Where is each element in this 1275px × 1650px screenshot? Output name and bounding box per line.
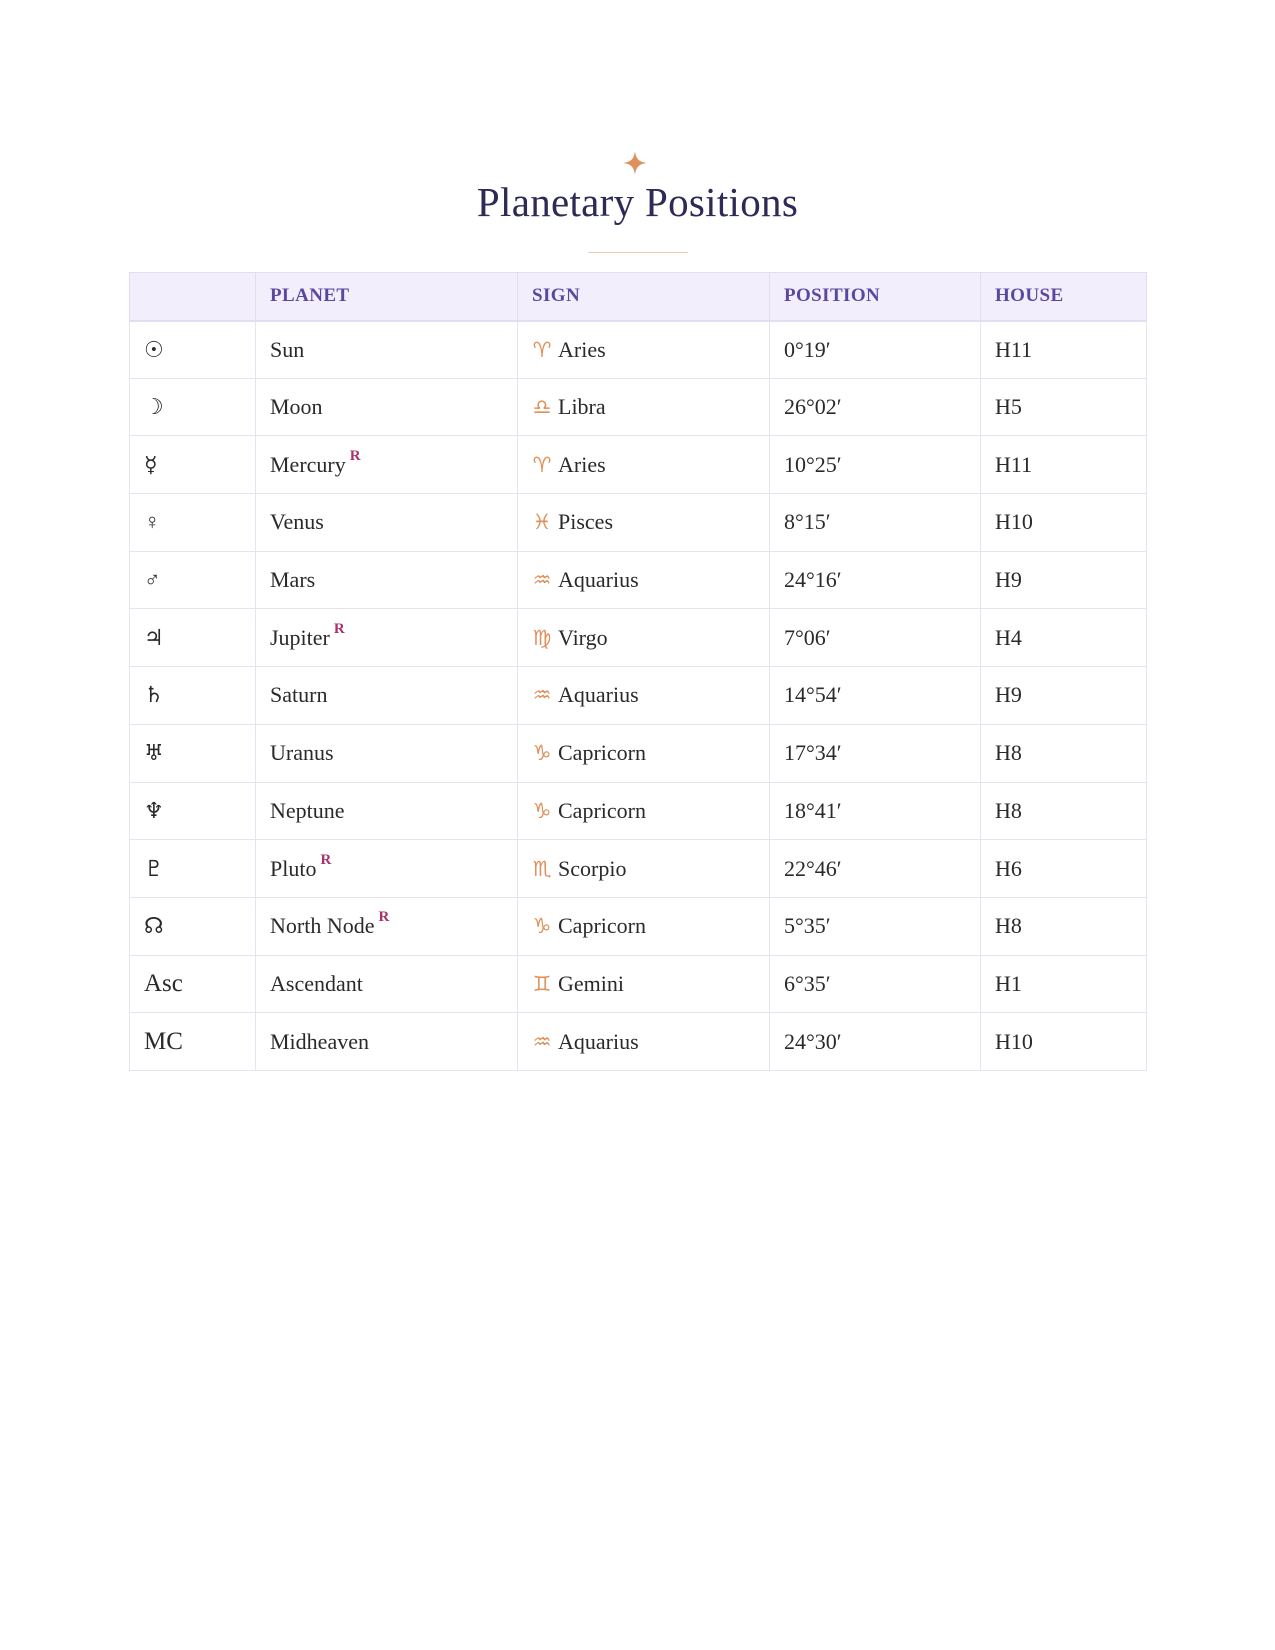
retrograde-badge: R [333,620,345,637]
zodiac-sign-icon: ♍ [532,625,552,650]
planet-cell [256,436,518,494]
planet-name: Uranus [270,740,334,766]
position-cell: 10°25′ [770,436,981,494]
zodiac-sign-icon: ♓ [532,510,552,535]
table-row [130,955,1147,1013]
planet-cell [256,321,518,379]
column-header-position: POSITION [770,273,981,321]
sign-name: Aquarius [558,682,639,708]
position-cell: 22°46′ [770,840,981,898]
ascendant-label: Asc [130,955,256,1013]
table-row [130,1013,1147,1071]
sign-name: Gemini [558,970,624,996]
zodiac-sign-icon: ♏ [532,856,552,881]
planet-cell [256,897,518,955]
table-row [130,724,1147,782]
north-node-icon: ☊ [130,897,256,955]
retrograde-badge: R [349,447,361,464]
table-row [130,782,1147,840]
sign-cell [518,609,770,667]
sign-cell [518,955,770,1013]
house-cell: H8 [981,897,1147,955]
sign-cell [518,494,770,552]
house-cell: H1 [981,955,1147,1013]
mars-icon: ♂ [130,551,256,609]
zodiac-sign-icon: ♑ [532,741,552,766]
column-header-sign: SIGN [518,273,770,321]
house-cell: H10 [981,494,1147,552]
position-cell: 24°30′ [770,1013,981,1071]
planet-cell [256,378,518,436]
position-cell: 17°34′ [770,724,981,782]
planet-cell [256,1013,518,1071]
title-divider [588,252,688,253]
table-row [130,321,1147,379]
zodiac-sign-icon: ♑ [532,798,552,823]
house-cell: H9 [981,551,1147,609]
column-header-house: HOUSE [981,273,1147,321]
zodiac-sign-icon: ♑ [532,914,552,939]
zodiac-sign-icon: ♈ [532,452,552,477]
zodiac-sign-icon: ♒ [532,568,552,593]
column-header-glyph [130,273,256,321]
table-body [130,321,1147,1071]
position-cell: 14°54′ [770,667,981,725]
position-cell: 18°41′ [770,782,981,840]
sign-cell [518,782,770,840]
planet-name: Mercury [270,451,346,477]
zodiac-sign-icon: ♊ [532,971,552,996]
planetary-positions-table [129,272,1147,1071]
table-row [130,840,1147,898]
house-cell: H8 [981,782,1147,840]
sign-name: Aquarius [558,567,639,593]
uranus-icon: ♅ [130,724,256,782]
page-title: Planetary Positions [476,179,799,225]
house-cell: H4 [981,609,1147,667]
saturn-icon: ♄ [130,667,256,725]
sign-cell [518,897,770,955]
zodiac-sign-icon: ♈ [532,337,552,362]
planet-name: Pluto [270,855,317,881]
four-point-star-icon [622,150,648,176]
planet-cell [256,724,518,782]
planet-cell [256,840,518,898]
planet-cell [256,494,518,552]
planet-name: Neptune [270,797,345,823]
sign-cell [518,667,770,725]
house-cell: H8 [981,724,1147,782]
table-row [130,494,1147,552]
position-cell: 6°35′ [770,955,981,1013]
planet-name: Mars [270,567,316,593]
position-cell: 24°16′ [770,551,981,609]
house-cell: H6 [981,840,1147,898]
house-cell: H10 [981,1013,1147,1071]
sign-name: Libra [558,394,606,420]
zodiac-sign-icon: ♎ [532,395,552,420]
table-row [130,897,1147,955]
planet-name: Sun [270,336,305,362]
zodiac-sign-icon: ♒ [532,683,552,708]
neptune-icon: ♆ [130,782,256,840]
retrograde-badge: R [320,851,332,868]
zodiac-sign-icon: ♒ [532,1029,552,1054]
midheaven-label: MC [130,1013,256,1071]
sign-cell [518,321,770,379]
table-row [130,378,1147,436]
planet-name: North Node [270,913,375,939]
planet-cell [256,551,518,609]
sign-name: Pisces [558,509,613,535]
sun-icon: ☉ [130,321,256,379]
table-row [130,667,1147,725]
planet-name: Venus [270,509,324,535]
sign-name: Aries [558,451,606,477]
sign-name: Capricorn [558,740,646,766]
column-header-planet: PLANET [256,273,518,321]
planet-cell [256,955,518,1013]
house-cell: H11 [981,321,1147,379]
position-cell: 5°35′ [770,897,981,955]
table-row [130,436,1147,494]
position-cell: 26°02′ [770,378,981,436]
sign-cell [518,436,770,494]
pluto-icon: ♇ [130,840,256,898]
moon-icon: ☽ [130,378,256,436]
table-row [130,551,1147,609]
venus-icon: ♀ [130,494,256,552]
house-cell: H11 [981,436,1147,494]
house-cell: H5 [981,378,1147,436]
sign-cell [518,724,770,782]
planet-name: Jupiter [270,624,330,650]
sign-name: Aquarius [558,1028,639,1054]
house-cell: H9 [981,667,1147,725]
position-cell: 0°19′ [770,321,981,379]
sign-name: Virgo [558,624,608,650]
sign-name: Scorpio [558,855,627,881]
planet-name: Saturn [270,682,328,708]
planet-cell [256,782,518,840]
sign-name: Capricorn [558,797,646,823]
position-cell: 7°06′ [770,609,981,667]
sign-cell [518,551,770,609]
position-cell: 8°15′ [770,494,981,552]
sign-cell [518,378,770,436]
planet-name: Ascendant [270,970,363,996]
table-row [130,609,1147,667]
planet-name: Midheaven [270,1028,369,1054]
planet-cell [256,609,518,667]
sign-cell [518,840,770,898]
retrograde-badge: R [378,909,390,926]
planet-name: Moon [270,394,323,420]
planet-cell [256,667,518,725]
jupiter-icon: ♃ [130,609,256,667]
mercury-icon: ☿ [130,436,256,494]
sign-name: Aries [558,336,606,362]
table-header-row [130,273,1147,321]
sign-cell [518,1013,770,1071]
sign-name: Capricorn [558,913,646,939]
